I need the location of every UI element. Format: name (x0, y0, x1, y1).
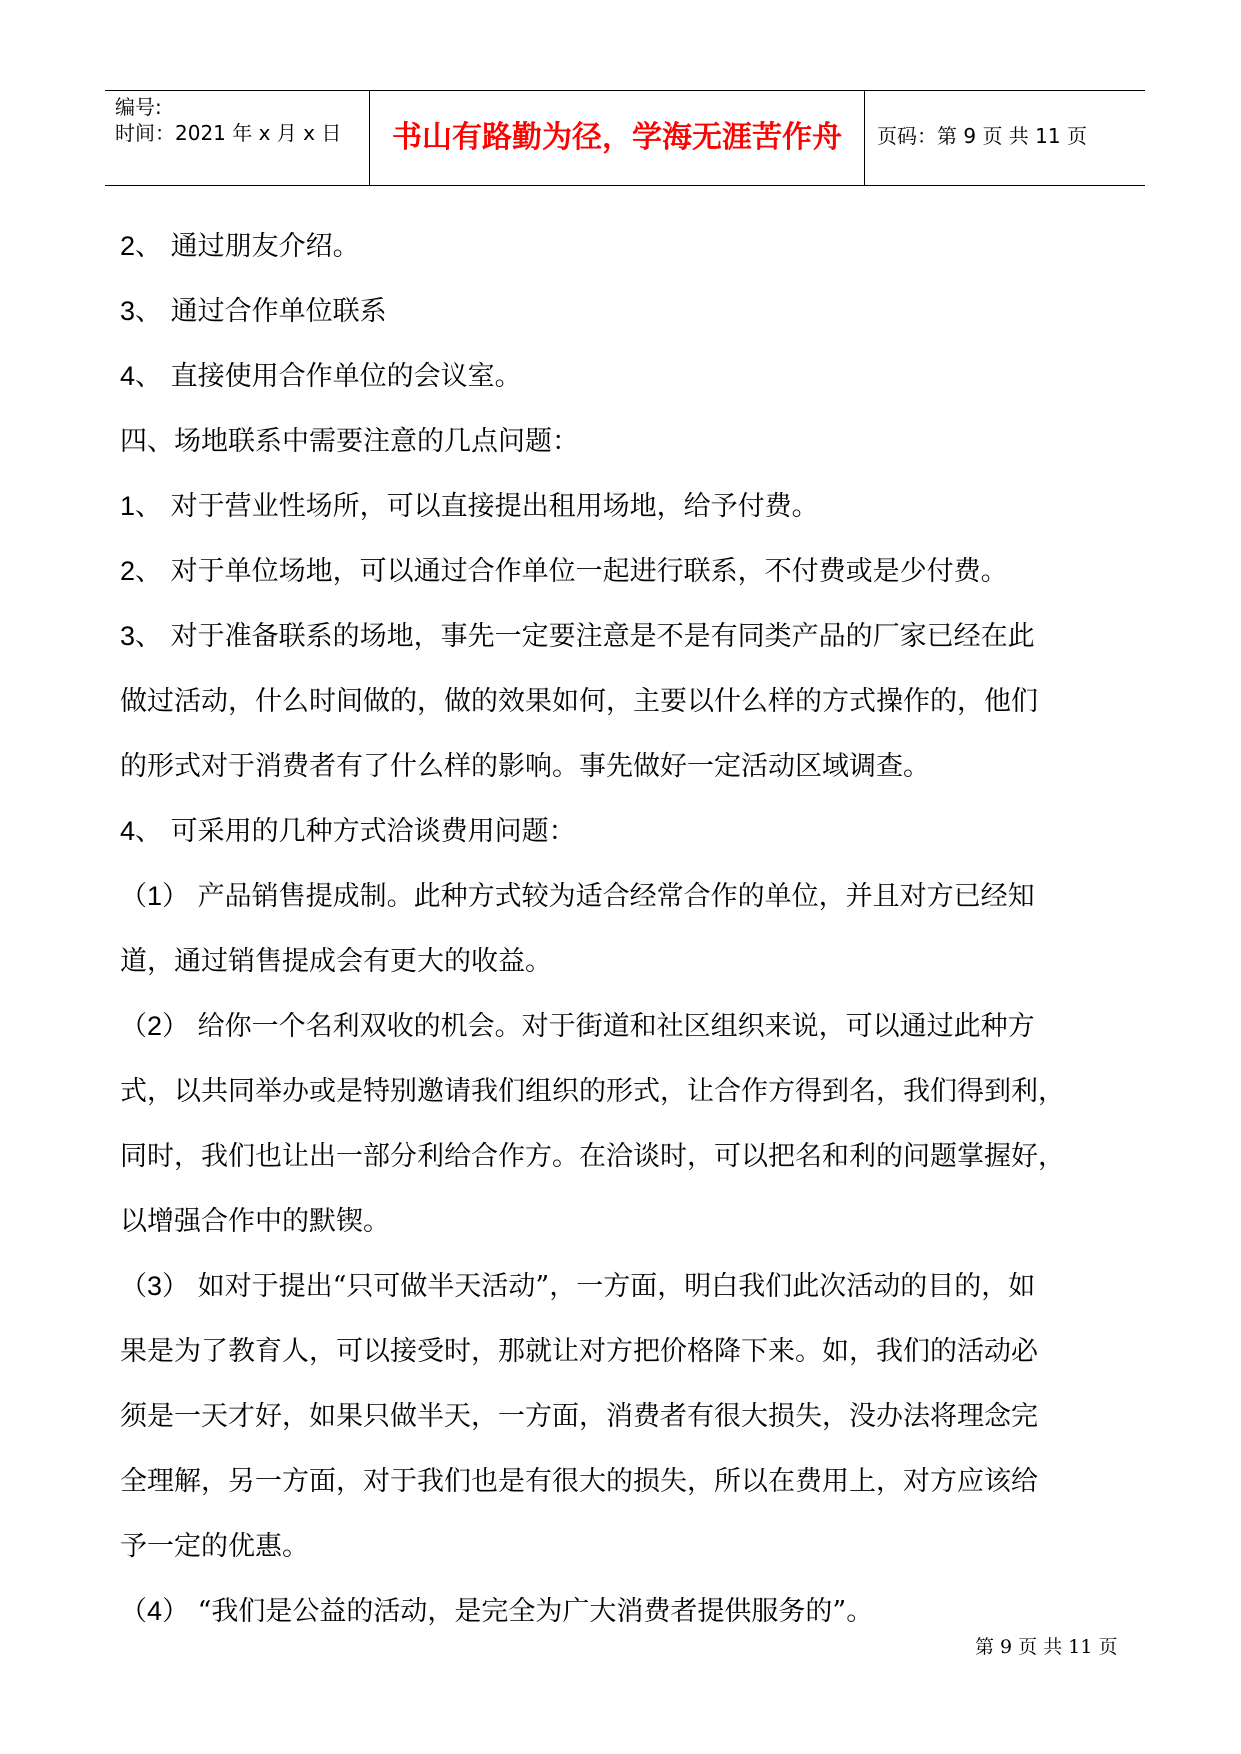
line-text: 通过合作单位联系 (162, 296, 387, 327)
item-number: （1） (120, 881, 190, 911)
line-text: 对于单位场地，可以通过合作单位一起进行联系，不付费或是少付费。 (162, 556, 1008, 587)
body-line (120, 994, 1150, 1059)
body-line (120, 1189, 1150, 1254)
header-meta-cell (105, 91, 370, 185)
page-footer: 第 9 页 共 11 页 (975, 1636, 1118, 1658)
line-text: 以增强合作中的默锲。 (120, 1206, 390, 1237)
line-text: 做过活动，什么时间做的，做的效果如何，主要以什么样的方式操作的，他们 (120, 686, 1038, 717)
item-number: （2） (120, 1011, 190, 1041)
line-text: 的形式对于消费者有了什么样的影响。事先做好一定活动区域调查。 (120, 751, 930, 782)
item-number: 2、 (120, 556, 163, 586)
body-line (120, 1384, 1150, 1449)
line-text: 对于准备联系的场地，事先一定要注意是不是有同类产品的厂家已经在此 (162, 621, 1035, 652)
line-text: 予一定的优惠。 (120, 1531, 309, 1562)
item-number: （3） (120, 1271, 190, 1301)
header-motto-cell (370, 91, 865, 185)
body-line (120, 279, 1150, 344)
body-line (120, 604, 1150, 669)
item-number: 3、 (120, 296, 163, 326)
line-text: 产品销售提成制。此种方式较为适合经常合作的单位，并且对方已经知 (189, 881, 1035, 912)
number-label: 编号: (115, 95, 162, 119)
item-number: 1、 (120, 491, 163, 521)
body-line (120, 1514, 1150, 1579)
line-text: 可采用的几种方式洽谈费用问题： (162, 816, 576, 847)
body-line (120, 539, 1150, 604)
line-text: 式，以共同举办或是特别邀请我们组织的形式，让合作方得到名，我们得到利， (120, 1076, 1065, 1107)
line-text: 直接使用合作单位的会议室。 (162, 361, 522, 392)
body-line (120, 1319, 1150, 1384)
body-line (120, 669, 1150, 734)
motto-text: 书山有路勤为径，学海无涯苦作舟 (392, 120, 842, 155)
time-line: 时间：2021 年 x 月 x 日 (115, 121, 342, 145)
line-text: 同时，我们也让出一部分利给合作方。在洽谈时，可以把名和利的问题掌握好， (120, 1141, 1065, 1172)
line-text: 全理解，另一方面，对于我们也是有很大的损失，所以在费用上，对方应该给 (120, 1466, 1038, 1497)
body-line (120, 929, 1150, 994)
body-line (120, 864, 1150, 929)
document-body (120, 214, 1150, 1644)
body-line (120, 1254, 1150, 1319)
item-number: 4、 (120, 816, 163, 846)
page-code: 页码：第 9 页 共 11 页 (877, 124, 1087, 148)
item-number: 4、 (120, 361, 163, 391)
line-text: 果是为了教育人，可以接受时，那就让对方把价格降下来。如，我们的活动必 (120, 1336, 1038, 1367)
body-line (120, 1449, 1150, 1514)
body-line (120, 1059, 1150, 1124)
line-text: 给你一个名利双收的机会。对于街道和社区组织来说，可以通过此种方 (189, 1011, 1035, 1042)
body-line (120, 409, 1150, 474)
line-text: 如对于提出“只可做半天活动”，一方面，明白我们此次活动的目的，如 (189, 1271, 1036, 1302)
document-header (105, 90, 1145, 186)
line-text: 四、场地联系中需要注意的几点问题： (120, 426, 579, 457)
body-line (120, 799, 1150, 864)
line-text: 通过朋友介绍。 (162, 231, 360, 262)
line-text: 须是一天才好，如果只做半天，一方面，消费者有很大损失，没办法将理念完 (120, 1401, 1038, 1432)
line-text: 对于营业性场所，可以直接提出租用场地，给予付费。 (162, 491, 819, 522)
item-number: （4） (120, 1596, 190, 1626)
body-line (120, 214, 1150, 279)
line-text: 道，通过销售提成会有更大的收益。 (120, 946, 552, 977)
body-line (120, 474, 1150, 539)
item-number: 2、 (120, 231, 163, 261)
body-line (120, 734, 1150, 799)
body-line (120, 344, 1150, 409)
item-number: 3、 (120, 621, 163, 651)
line-text: “我们是公益的活动，是完全为广大消费者提供服务的”。 (189, 1596, 874, 1627)
header-page-cell (865, 91, 1145, 185)
body-line (120, 1124, 1150, 1189)
